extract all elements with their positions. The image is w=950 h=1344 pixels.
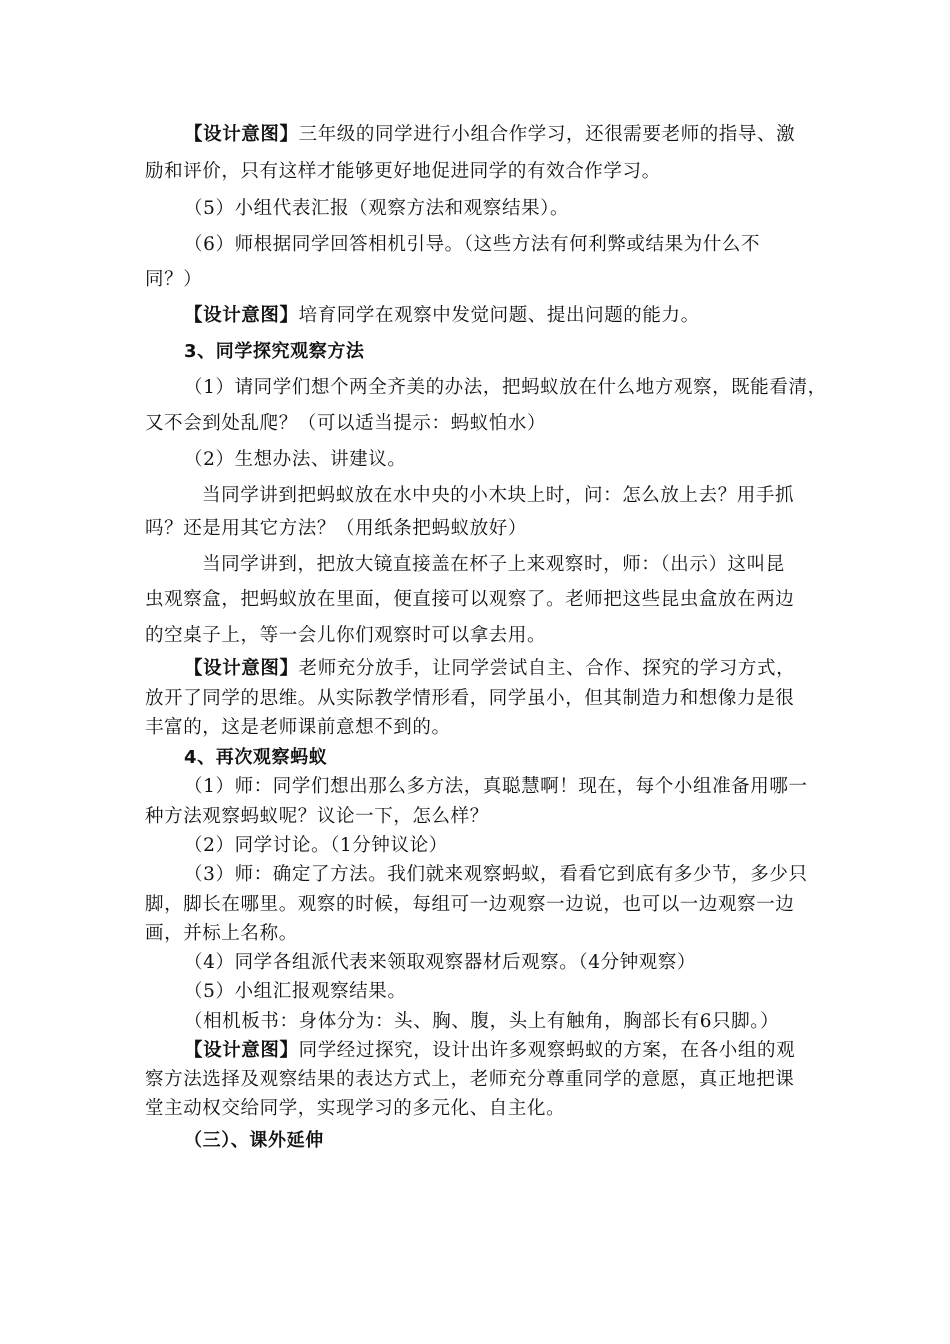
paragraph-line: 丰富的，这是老师课前意想不到的。 bbox=[145, 717, 451, 738]
paragraph-line: （2）生想办法、讲建议。 bbox=[184, 449, 407, 470]
design-intent-label: 【设计意图】 bbox=[184, 305, 299, 326]
paragraph-line: （1）请同学们想个两全齐美的办法，把蚂蚁放在什么地方观察，既能看清， bbox=[184, 377, 827, 398]
paragraph-line: 画，并标上名称。 bbox=[145, 923, 298, 944]
paragraph-line: 察方法选择及观察结果的表达方式上，老师充分尊重同学的意愿，真正地把课 bbox=[145, 1069, 795, 1090]
section-heading: 3、同学探究观察方法 bbox=[184, 341, 365, 362]
paragraph-line: （5）小组代表汇报（观察方法和观察结果）。 bbox=[184, 198, 570, 219]
design-intent-label: 【设计意图】 bbox=[184, 124, 299, 145]
paragraph-line: （4）同学各组派代表来领取观察器材后观察。（4分钟观察） bbox=[184, 952, 697, 973]
paragraph-line: 当同学讲到，把放大镜直接盖在杯子上来观察时，师：（出示）这叫昆 bbox=[202, 554, 785, 575]
line-text: 同学经过探究，设计出许多观察蚂蚁的方案，在各小组的观 bbox=[298, 1040, 796, 1061]
paragraph-line: （1）师：同学们想出那么多方法，真聪慧啊！现在，每个小组准备用哪一 bbox=[184, 776, 808, 797]
paragraph-line: 种方法观察蚂蚁呢？议论一下，怎么样？ bbox=[145, 806, 489, 827]
paragraph-line: （相机板书：身体分为：头、胸、腹，头上有触角，胸部长有6只脚。） bbox=[184, 1011, 780, 1032]
paragraph-line: 堂主动权交给同学，实现学习的多元化、自主化。 bbox=[145, 1098, 566, 1119]
paragraph-line: 的空桌子上，等一会儿你们观察时可以拿去用。 bbox=[145, 625, 547, 646]
section-heading: 4、再次观察蚂蚁 bbox=[184, 747, 328, 768]
paragraph-line: （3）师：确定了方法。我们就来观察蚂蚁，看看它到底有多少节，多少只 bbox=[184, 864, 808, 885]
paragraph-line: （6）师根据同学回答相机引导。（这些方法有何利弊或结果为什么不 bbox=[184, 234, 761, 255]
design-intent-label: 【设计意图】 bbox=[184, 1040, 299, 1061]
paragraph-line bbox=[184, 1039, 795, 1063]
line-text: 培育同学在观察中发觉问题、提出问题的能力。 bbox=[298, 305, 700, 326]
paragraph-line: 又不会到处乱爬？（可以适当提示：蚂蚁怕水） bbox=[145, 413, 547, 434]
paragraph-line bbox=[184, 123, 795, 147]
section-heading: （三）、课外延伸 bbox=[184, 1130, 324, 1151]
paragraph-line: 当同学讲到把蚂蚁放在水中央的小木块上时，问：怎么放上去？用手抓 bbox=[202, 485, 795, 506]
design-intent-label: 【设计意图】 bbox=[184, 658, 299, 679]
paragraph-line: 励和评价，只有这样才能够更好地促进同学的有效合作学习。 bbox=[145, 161, 661, 182]
paragraph-line: 脚，脚长在哪里。观察的时候，每组可一边观察一边说，也可以一边观察一边 bbox=[145, 894, 795, 915]
line-text: 老师充分放手，让同学尝试自主、合作、探究的学习方式， bbox=[298, 658, 796, 679]
paragraph-line: 虫观察盒，把蚂蚁放在里面，便直接可以观察了。老师把这些昆虫盒放在两边 bbox=[145, 589, 795, 610]
paragraph-line bbox=[184, 657, 795, 681]
paragraph-line: （2）同学讨论。（1分钟议论） bbox=[184, 835, 448, 856]
paragraph-line: 吗？还是用其它方法？（用纸条把蚂蚁放好） bbox=[145, 518, 528, 539]
paragraph-line: 放开了同学的思维。从实际教学情形看，同学虽小，但其制造力和想像力是很 bbox=[145, 688, 795, 709]
paragraph-line: 同？） bbox=[145, 269, 203, 290]
paragraph-line bbox=[184, 304, 700, 328]
line-text: 三年级的同学进行小组合作学习，还很需要老师的指导、激 bbox=[298, 124, 796, 145]
paragraph-line: （5）小组汇报观察结果。 bbox=[184, 981, 407, 1002]
